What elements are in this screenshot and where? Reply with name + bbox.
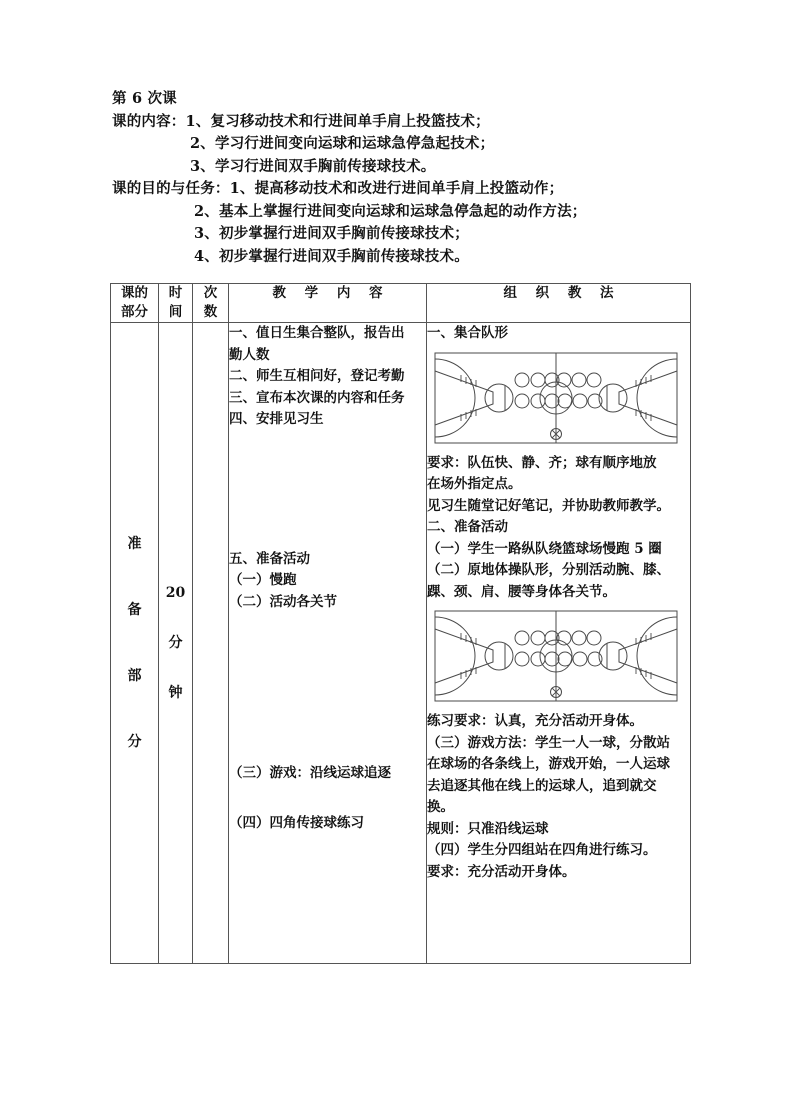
content-line-1 (112, 111, 712, 134)
purpose-line-1 (112, 178, 712, 201)
basketball-court-svg (431, 607, 681, 705)
method-practice-line: 规则：只准沿线运球 (427, 820, 549, 837)
part-char-4: 分 (127, 734, 142, 750)
method-practice-line: 练习要求：认真，充分活动开身体。 (427, 713, 643, 729)
method-req-line: 见习生随堂记好笔记，并协助教师教学。 (427, 497, 670, 514)
lesson-number: 第 6 次课 (112, 90, 177, 107)
header-time: 时 间 (159, 284, 193, 323)
part-char-2: 备 (127, 602, 142, 618)
time-char-1: 20 (165, 585, 186, 601)
content-item-2: 2、学习行进间变向运球和运球急停急起技术； (190, 135, 495, 152)
cell-time (159, 323, 193, 964)
content-line: 勤人数 (229, 346, 270, 363)
cell-course-part (111, 323, 159, 964)
content-prep-line: 五、准备活动 (229, 550, 310, 567)
method-practice-line: 去追逐其他在线上的运球人，追到就交 (427, 777, 657, 794)
method-practice-line: 在球场的各条线上，游戏开始，一人运球 (427, 756, 670, 772)
method-practice-line: （四）学生分四组站在四角进行练习。 (427, 842, 657, 858)
content-prep-line: （二）活动各关节 (229, 593, 337, 610)
part-char-3: 部 (127, 668, 142, 684)
header-teaching-content: 教 学 内 容 (229, 284, 427, 323)
header-organization-method: 组 织 教 法 (427, 284, 691, 323)
time-char-3: 钟 (168, 685, 183, 701)
purpose-item-4: 4、初步掌握行进间双手胸前传接球技术。 (194, 247, 469, 265)
method-prep-line: （二）原地体操队形，分别活动腕、膝、 (427, 562, 670, 578)
purpose-label: 课的目的与任务： (112, 180, 230, 197)
method-practice-line: 换。 (427, 799, 454, 815)
content-spacer (229, 613, 426, 763)
table-header-row (111, 284, 691, 323)
content-label: 课的内容： (112, 112, 186, 130)
content-item-3: 3、学习行进间双手胸前传接球技术。 (190, 157, 436, 175)
basketball-court-svg (431, 349, 681, 447)
cell-teaching-content (229, 323, 427, 964)
table-row (111, 323, 691, 964)
court-diagram-2 (427, 603, 690, 711)
method-prep-line: （一）学生一路纵队绕篮球场慢跑 5 圈 (427, 540, 662, 557)
method-heading-2: 二、准备活动 (427, 519, 508, 535)
method-req-line: 在场外指定点。 (427, 476, 522, 492)
content-spacer (229, 431, 426, 549)
header-reps: 次 数 (193, 284, 229, 323)
content-line: 四、安排见习生 (229, 411, 324, 427)
content-line: 一、值日生集合整队，报告出 (229, 325, 405, 341)
content-line: 二、师生互相问好，登记考勤 (229, 368, 405, 384)
method-prep-line: 踝、颈、肩、腰等身体各关节。 (427, 583, 616, 600)
method-practice-line: （三）游戏方法：学生一人一球，分散站 (427, 734, 670, 751)
content-spacer (229, 785, 426, 813)
purpose-item-2: 2、基本上掌握行进间变向运球和运球急停急起的动作方法； (194, 202, 587, 220)
header-course-part: 课的 部分 (111, 284, 159, 323)
purpose-item-1: 1、提高移动技术和改进行进间单手肩上投篮动作； (229, 180, 564, 197)
part-char-1: 准 (127, 536, 142, 552)
time-char-2: 分 (168, 635, 183, 651)
vertical-text-part (111, 323, 158, 963)
content-line: 三、宣布本次课的内容和任务 (229, 389, 405, 406)
court-diagram-1 (427, 345, 690, 453)
lesson-plan-table (110, 283, 691, 964)
method-heading-1: 一、集合队形 (427, 325, 508, 341)
content-item-1: 1、复习移动技术和行进间单手肩上投篮技术； (185, 112, 490, 130)
content-prep-line: （一）慢跑 (229, 572, 297, 588)
content-pass-line: （四）四角传接球练习 (229, 814, 364, 831)
purpose-item-3: 3、初步掌握行进间双手胸前传接球技术； (194, 225, 469, 242)
method-req-line: 要求：队伍快、静、齐；球有顺序地放 (427, 454, 657, 471)
vertical-text-time (159, 323, 192, 963)
method-practice-line: 要求：充分活动开身体。 (427, 863, 576, 880)
lesson-header (112, 88, 712, 268)
cell-organization-method (427, 323, 691, 964)
cell-reps (193, 323, 229, 964)
content-game-line: （三）游戏：沿线运球追逐 (229, 765, 391, 781)
